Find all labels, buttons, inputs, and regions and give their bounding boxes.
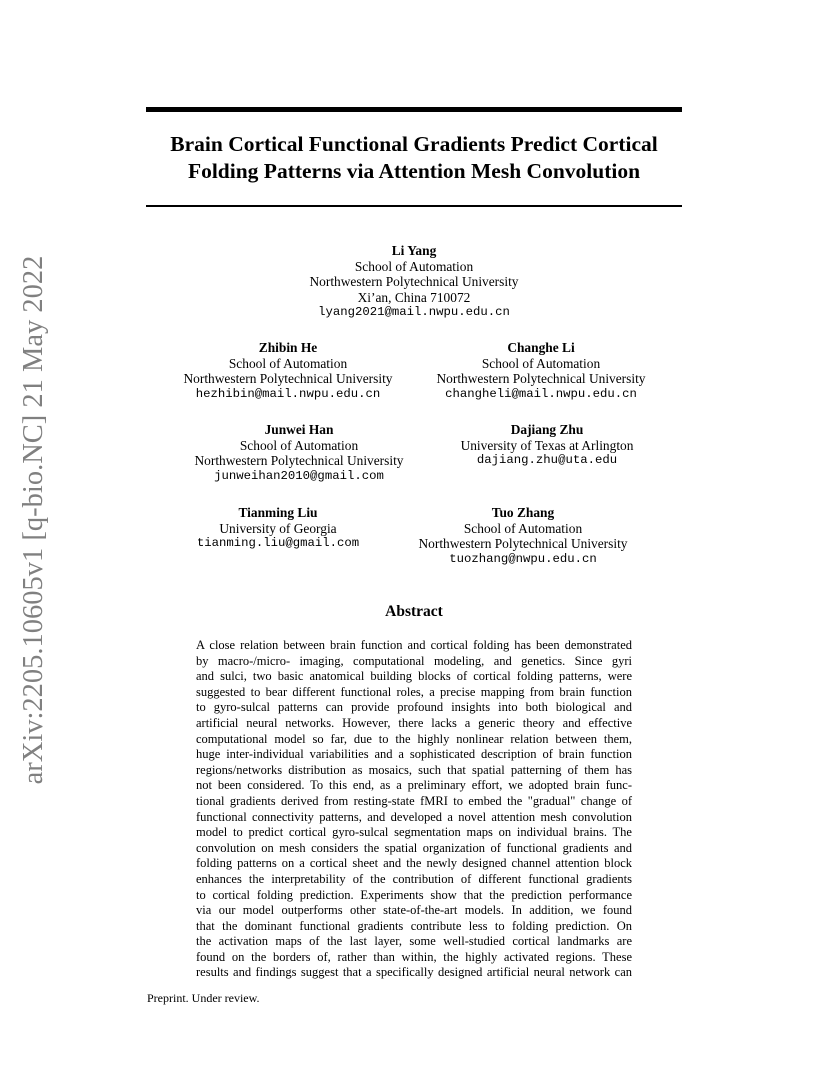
abstract-line: by macro-/micro- imaging, computational modeling, and genetics. Since gyri [196,653,632,668]
author-affiliation: Xi’an, China 710072 [357,289,471,305]
author-affiliation: Northwestern Polytechnical University [436,371,646,386]
abstract-line: convolution on mesh considers the spatial organization of functional gradients and [196,840,632,855]
title-line: Folding Patterns via Attention Mesh Convolution [187,159,641,183]
author-affiliation: School of Automation [228,355,348,371]
abstract-line: to gyro-sulcal patterns can provide profound insights into both biological and [196,700,632,715]
abstract-line: enhances the interpretability of the contribution of different functional gradients [196,871,632,886]
abstract-line: results and findings suggest that a specifically designed artificial neural network can [196,965,632,980]
author-affiliation: School of Automation [463,520,583,536]
author-affiliation: School of Automation [239,437,359,453]
author-name: Changhe Li [507,340,575,355]
preprint-footnote: Preprint. Under review. [147,991,260,1005]
title-line: Brain Cortical Functional Gradients Predict Cortical [170,132,658,156]
arxiv-watermark: arXiv:2205.10605v1 [q-bio.NC] 21 May 2022 [18,255,49,785]
author-name: Tuo Zhang [491,505,555,520]
author-email[interactable]: tianming.liu@gmail.com [196,536,360,550]
abstract-line: suggested to bear different functional roles, a precise mapping from brain function [196,684,632,699]
paper-title [140,131,688,185]
abstract-line: folding patterns on a cortical sheet and the newly designed channel attention block [196,856,632,871]
abstract-line: functional connectivity patterns, and developed a novel attention mesh convolution [196,809,632,824]
abstract-line: via our model outperforms other state-of-the-art models. In addition, we found [196,903,632,918]
author-block [391,340,691,402]
abstract-line: huge inter-individual variabilities and a sophisticated description of brain function [196,747,632,762]
abstract-line: to cortical folding prediction. Experiments show that the prediction performance [196,887,632,902]
author-affiliation: Northwestern Polytechnical University [183,371,393,386]
author-affiliation: Northwestern Polytechnical University [194,453,404,468]
author-name: Dajiang Zhu [510,422,584,437]
abstract-line: the activation maps of the last layer, some well-studied cortical landmarks are [196,934,632,949]
abstract-heading: Abstract [385,603,443,620]
author-block [373,505,673,567]
author-email[interactable]: tuozhang@nwpu.edu.cn [449,551,597,566]
author-affiliation: School of Automation [481,355,601,371]
author-affiliation: University of Texas at Arlington [460,437,634,453]
abstract-line: tional gradients derived from resting-state fMRI to embed the "gradual" change of [196,793,632,808]
abstract-body [196,638,632,981]
author-name: Zhibin He [258,340,318,355]
abstract-line: found on the borders of, rather than within, the highly activated regions. These [196,949,632,964]
abstract-line: and sulci, two basic anatomical building blocks of cortical folding patterns, were [196,669,632,684]
author-affiliation: School of Automation [354,258,474,274]
author-affiliation: University of Georgia [219,520,337,536]
abstract-line: computational model so far, due to the highly nonlinear relation between them, [196,731,632,746]
author-email[interactable]: dajiang.zhu@uta.edu [476,453,618,467]
author-email[interactable]: junweihan2010@gmail.com [214,468,384,483]
title-top-rule [146,107,682,112]
abstract-line: regions/networks distribution as mosaics, such that spatial patterning of them has [196,762,632,777]
author-block [397,422,697,469]
abstract-line: artificial neural networks. However, there lacks a generic theory and effective [196,715,632,730]
author-email[interactable]: hezhibin@mail.nwpu.edu.cn [195,386,381,401]
author-affiliation: Northwestern Polytechnical University [309,274,519,289]
author-block [214,243,614,321]
author-affiliation: Northwestern Polytechnical University [418,536,628,551]
author-email[interactable]: changheli@mail.nwpu.edu.cn [445,386,637,401]
author-name: Li Yang [391,243,437,258]
author-email[interactable]: lyang2021@mail.nwpu.edu.cn [318,305,510,319]
abstract-line: not been considered. To this end, as a preliminary effort, we adopted brain func- [196,778,632,793]
abstract-line: that the dominant functional gradients contribute less to folding prediction. On [196,918,632,933]
abstract-line: model to predict cortical gyro-sulcal segmentation maps on individual brains. The [196,825,632,840]
title-bottom-rule [146,205,682,207]
author-name: Tianming Liu [238,505,318,520]
author-name: Junwei Han [264,422,334,437]
abstract-line: A close relation between brain function and cortical folding has been demonstrated [196,638,632,652]
